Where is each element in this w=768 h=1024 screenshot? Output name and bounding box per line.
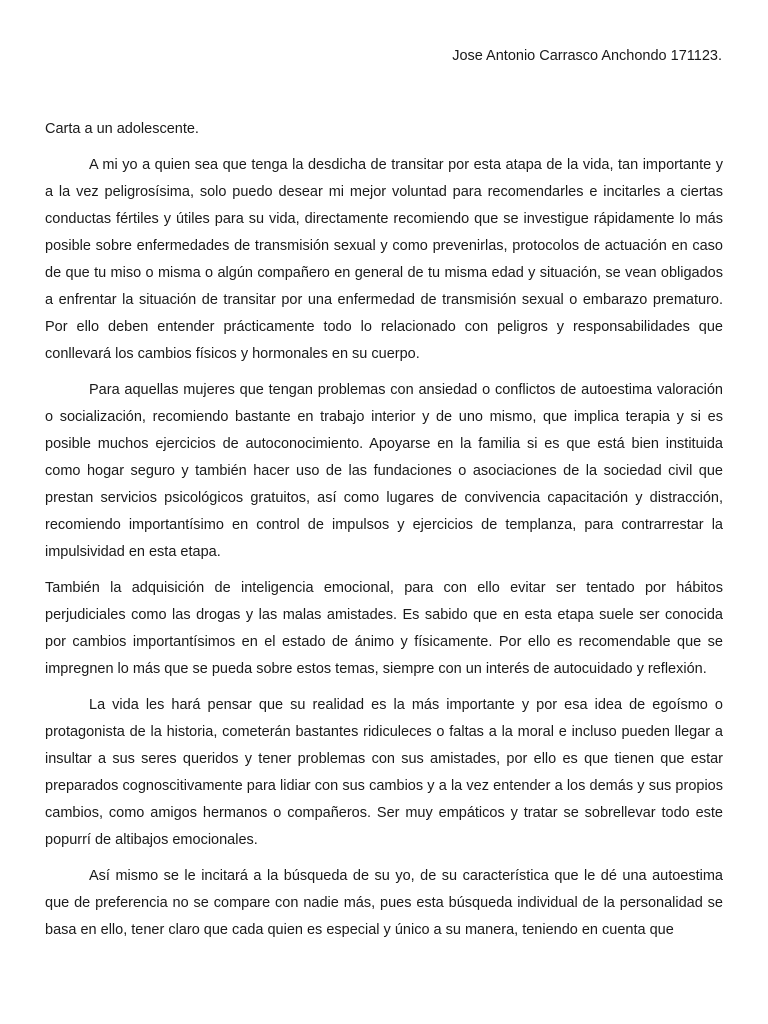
document-body bbox=[45, 152, 723, 953]
author-line: Jose Antonio Carrasco Anchondo 171123. bbox=[452, 48, 722, 64]
document-title: Carta a un adolescente. bbox=[45, 121, 199, 137]
paragraph-1: A mi yo a quien sea que tenga la desdicha de transitar por esta atapa de la vida, tan importante y a la vez peligrosísima, solo puedo desear mi mejor voluntad para recomendarles e incitarles a ciertas conductas fértiles y útiles para su vida, directamente recomiendo que se investigue rápidamente lo más posible sobre enfermedades de transmisión sexual y como prevenirlas, protocolos de actuación en caso de que tu miso o misma o algún compañero en general de tu misma edad y situación, se vean obligados a enfrentar la situación de transitar por una enfermedad de transmisión sexual o embarazo prematuro. Por ello deben entender prácticamente todo lo relacionado con peligros y responsabilidades que conllevará los cambios físicos y hormonales en su cuerpo. bbox=[45, 157, 723, 362]
paragraph-3: También la adquisición de inteligencia emocional, para con ello evitar ser tentado por hábitos perjudiciales como las drogas y las malas amistades. Es sabido que en esta etapa suele ser conocida por cambios importantísimos en el estado de ánimo y físicamente. Por ello es recomendable que se impregnen lo más que se pueda sobre estos temas, siempre con un interés de autocuidado y reflexión. bbox=[45, 580, 723, 677]
paragraph-5: Así mismo se le incitará a la búsqueda de su yo, de su característica que le dé una autoestima que de preferencia no se compare con nadie más, pues esta búsqueda individual de la personalidad se basa en ello, tener claro que cada quien es especial y único a su manera, teniendo en cuenta que bbox=[45, 868, 723, 938]
paragraph-4: La vida les hará pensar que su realidad es la más importante y por esa idea de egoísmo o protagonista de la historia, cometerán bastantes ridiculeces o faltas a la moral e incluso pueden llegar a insultar a sus seres queridos y tener problemas con sus amistades, por ello es que tienen que estar preparados cognoscitivamente para lidiar con sus cambios y a la vez entender a los demás y sus propios cambios, como amigos hermanos o compañeros. Ser muy empáticos y tratar se sobrellevar todo este popurrí de altibajos emocionales. bbox=[45, 697, 723, 848]
paragraph-2: Para aquellas mujeres que tengan problemas con ansiedad o conflictos de autoestima valoración o socialización, recomiendo bastante en trabajo interior y de uno mismo, que implica terapia y si es posible muchos ejercicios de autoconocimiento. Apoyarse en la familia si es que está bien instituida como hogar seguro y también hacer uso de las fundaciones o asociaciones de la sociedad civil que prestan servicios psicológicos gratuitos, así como lugares de convivencia capacitación y distracción, recomiendo importantísimo en control de impulsos y ejercicios de templanza, para contrarrestar la impulsividad en esta etapa. bbox=[45, 382, 723, 560]
